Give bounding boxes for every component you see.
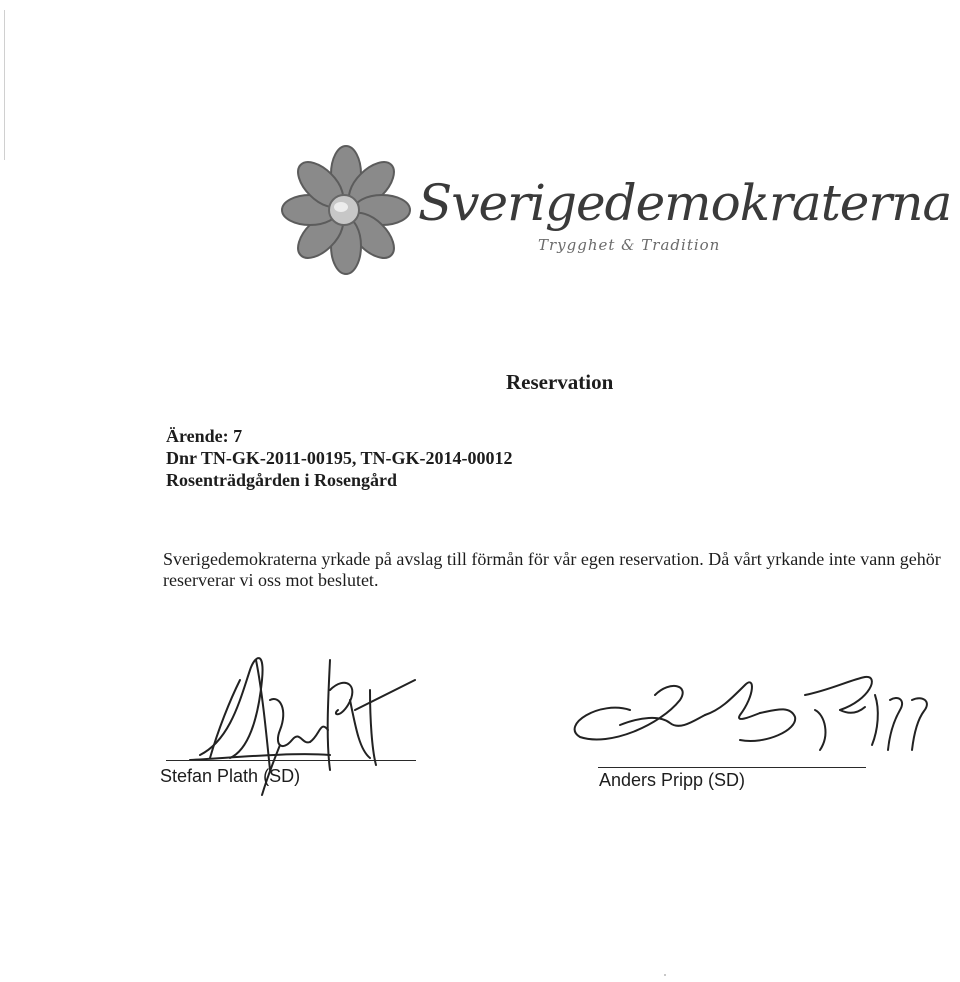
- reservation-text: Sverigedemokraterna yrkade på avslag till förmån för vår egen reservation. Då vårt yrkande inte vann gehör reserverar vi oss mot beslutet.: [163, 549, 941, 590]
- case-number: Ärende: 7: [166, 426, 243, 446]
- document-title: Reservation: [506, 370, 614, 394]
- scan-speck: [664, 974, 666, 976]
- signature-line-right: [598, 767, 866, 768]
- case-reference: Dnr TN-GK-2011-00195, TN-GK-2014-00012: [166, 448, 513, 468]
- case-subject: Rosenträdgården i Rosengård: [166, 470, 398, 490]
- case-info: [166, 425, 513, 491]
- signature-line-left: [166, 760, 416, 761]
- signer-name-left: Stefan Plath (SD): [160, 766, 301, 786]
- signature-anders-pripp: [540, 655, 940, 755]
- party-logo: [276, 140, 952, 275]
- logo-wordmark: Sverigedemokraterna: [418, 174, 952, 232]
- logo-tagline: Trygghet & Tradition: [538, 236, 721, 254]
- scan-edge-artifact: [4, 10, 5, 160]
- flower-icon: [276, 140, 436, 275]
- signer-name-right: Anders Pripp (SD): [599, 770, 746, 790]
